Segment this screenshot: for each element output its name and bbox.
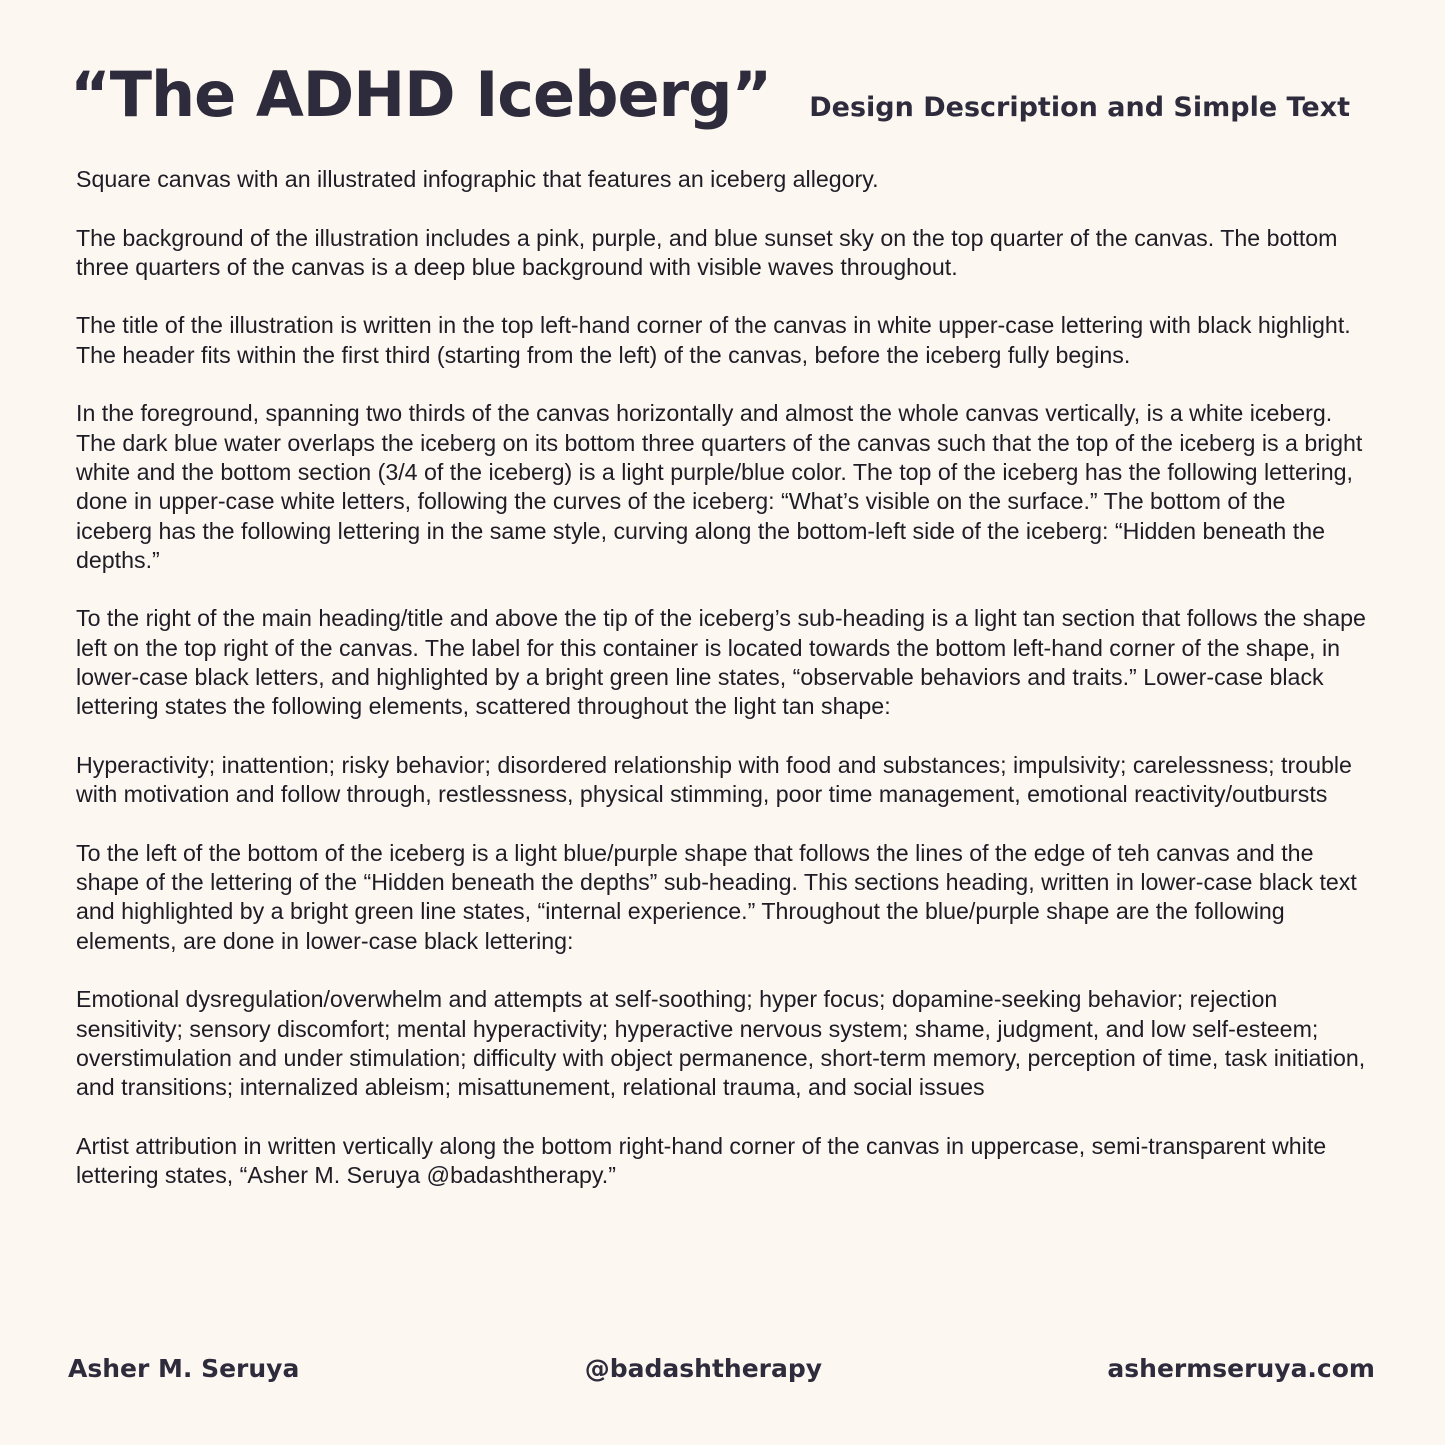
paragraph-tan-section: To the right of the main heading/title and above the tip of the iceberg’s sub-heading is a light tan section that follows the shape left on the top right of the canvas. The label for this container is located towards the bottom left-hand corner of the shape, in lower-case black letters, and highlighted by a bright green line states, “observable behaviors and traits.” Lower-case black lettering states the following elements, scattered throughout the light tan shape: — [76, 605, 1366, 720]
paragraph-title: The title of the illustration is written in the top left-hand corner of the canvas in white upper-case lettering with black highlight. The header fits within the first third (starting from the left) of the canvas, before the iceberg fully begins. — [76, 312, 1351, 368]
description-body — [76, 165, 1366, 1220]
paragraph-iceberg: In the foreground, spanning two thirds of the canvas horizontally and almost the whole canvas vertically, is a white iceberg. The dark blue water overlaps the iceberg on its bottom three quarters of the canvas such that the top of the iceberg is a bright white and the bottom section (3/4 of the iceberg) is a light purple/blue color. The top of the iceberg has the following lettering, done in upper-case white letters, following the curves of the iceberg: “What’s visible on the surface.” The bottom of the iceberg has the following lettering in the same style, curving along the bottom-left side of the iceberg: “Hidden beneath the depths.” — [76, 400, 1363, 573]
page-header — [70, 58, 1350, 131]
page-footer — [68, 1354, 1375, 1383]
footer-social-handle: @badashtherapy — [584, 1354, 823, 1383]
paragraph-observable-list: Hyperactivity; inattention; risky behavior; disordered relationship with food and substances; impulsivity; carelessness; trouble with motivation and follow through, restlessness, physical stimming, poor time management, emotional reactivity/outbursts — [76, 751, 1352, 808]
page-subtitle: Design Description and Simple Text — [809, 92, 1351, 123]
paragraph-canvas: Square canvas with an illustrated infographic that features an iceberg allegory. — [76, 166, 879, 192]
paragraph-internal-list: Emotional dysregulation/overwhelm and attempts at self-soothing; hyper focus; dopamine-seeking behavior; rejection sensitivity; sensory discomfort; mental hyperactivity; hyperactive nervous system; shame, judgment, and low self-esteem; overstimulation and under stimulation; difficulty with object permanence, short-term memory, perception of time, task initiation, and transitions; internalized ableism; misattunement, relational trauma, and social issues — [76, 986, 1366, 1101]
paragraph-purple-section: To the left of the bottom of the iceberg is a light blue/purple shape that follows the lines of the edge of teh canvas and the shape of the lettering of the “Hidden beneath the depths” sub-heading. This sections heading, written in lower-case black text and highlighted by a bright green line states, “internal experience.” Throughout the blue/purple shape are the following elements, are done in lower-case black lettering: — [76, 839, 1357, 954]
paragraph-attribution: Artist attribution in written vertically along the bottom right-hand corner of the canvas in uppercase, semi-transparent white lettering states, “Asher M. Seruya @badashtherapy.” — [76, 1132, 1327, 1189]
page-title: “The ADHD Iceberg” — [70, 58, 772, 131]
paragraph-background: The background of the illustration includes a pink, purple, and blue sunset sky on the top quarter of the canvas. The bottom three quarters of the canvas is a deep blue background with visible waves throughout. — [76, 224, 1338, 280]
footer-website: ashermseruya.com — [1107, 1354, 1375, 1383]
footer-author-name: Asher M. Seruya — [68, 1354, 300, 1383]
